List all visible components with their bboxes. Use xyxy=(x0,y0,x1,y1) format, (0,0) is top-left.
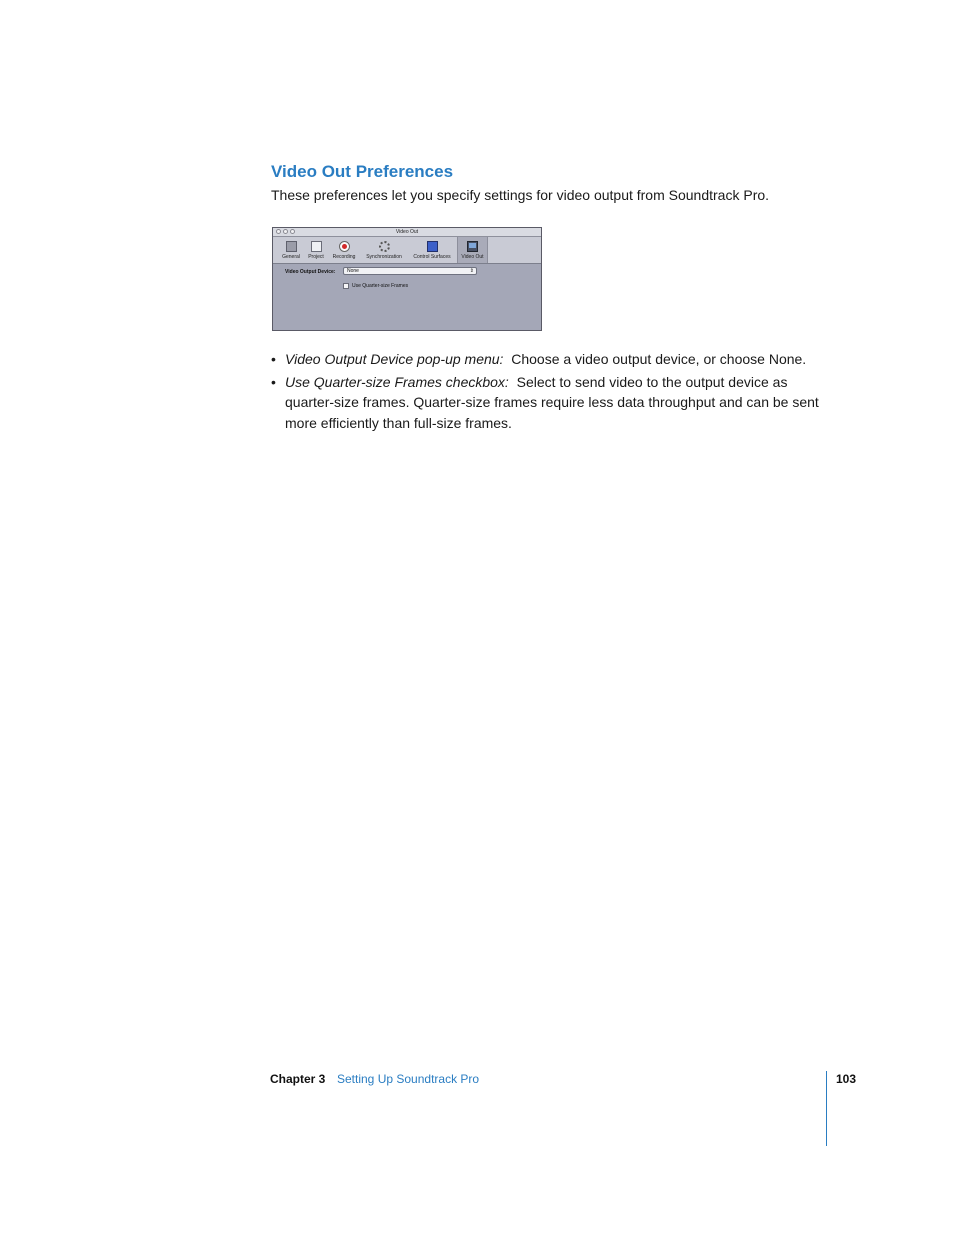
bullet-icon: • xyxy=(271,351,276,367)
list-item xyxy=(271,372,831,434)
toolbar-label: Project xyxy=(308,254,324,260)
quarter-size-frames-checkbox xyxy=(343,283,349,289)
preferences-window-screenshot xyxy=(272,227,542,331)
recording-icon xyxy=(339,241,350,252)
bullet-icon: • xyxy=(271,373,276,390)
project-icon xyxy=(311,241,322,252)
general-icon xyxy=(286,241,297,252)
toolbar-label: General xyxy=(282,254,300,260)
intro-paragraph: These preferences let you specify settings for video output from Soundtrack Pro. xyxy=(271,187,770,203)
toolbar-label: Control Surfaces xyxy=(413,254,451,260)
toolbar-video-out xyxy=(457,237,488,263)
toolbar-project xyxy=(304,237,328,263)
video-out-icon xyxy=(467,241,478,252)
toolbar-synchronization xyxy=(361,237,407,263)
window-title: Video Out xyxy=(395,229,419,235)
video-output-device-label: Video Output Device: xyxy=(285,269,336,275)
toolbar-label: Recording xyxy=(332,254,356,260)
toolbar-label: Synchronization xyxy=(366,254,402,260)
quarter-size-frames-label: Use Quarter-size Frames xyxy=(352,283,409,289)
footer-divider xyxy=(826,1071,827,1146)
option-list xyxy=(271,349,831,435)
preferences-toolbar xyxy=(273,237,541,264)
synchronization-icon xyxy=(379,241,390,252)
toolbar-control-surfaces xyxy=(408,237,456,263)
page-number: 103 xyxy=(836,1072,857,1086)
toolbar-label: Video Out xyxy=(461,254,484,260)
popup-arrows-icon: ⇕ xyxy=(469,268,474,274)
toolbar-general xyxy=(277,237,305,263)
option-term: Use Quarter-size Frames checkbox: xyxy=(285,373,509,390)
video-output-device-popup xyxy=(343,267,477,275)
option-description: Choose a video output device, or choose None. xyxy=(511,351,807,367)
footer-chapter-title[interactable]: Setting Up Soundtrack Pro xyxy=(337,1072,480,1086)
toolbar-recording xyxy=(328,237,360,263)
list-item xyxy=(271,349,831,370)
video-output-device-value: None xyxy=(347,268,359,274)
option-term: Video Output Device pop-up menu: xyxy=(285,351,504,367)
section-heading: Video Out Preferences xyxy=(271,162,454,181)
window-titlebar xyxy=(273,228,541,237)
footer-chapter: Chapter 3 xyxy=(270,1072,326,1086)
option-description: Select to send video to the output device as quarter-size frames. Quarter-size frames require less data throughput and can be sent more efficiently than full-size frames. xyxy=(285,373,819,431)
control-surfaces-icon xyxy=(427,241,438,252)
